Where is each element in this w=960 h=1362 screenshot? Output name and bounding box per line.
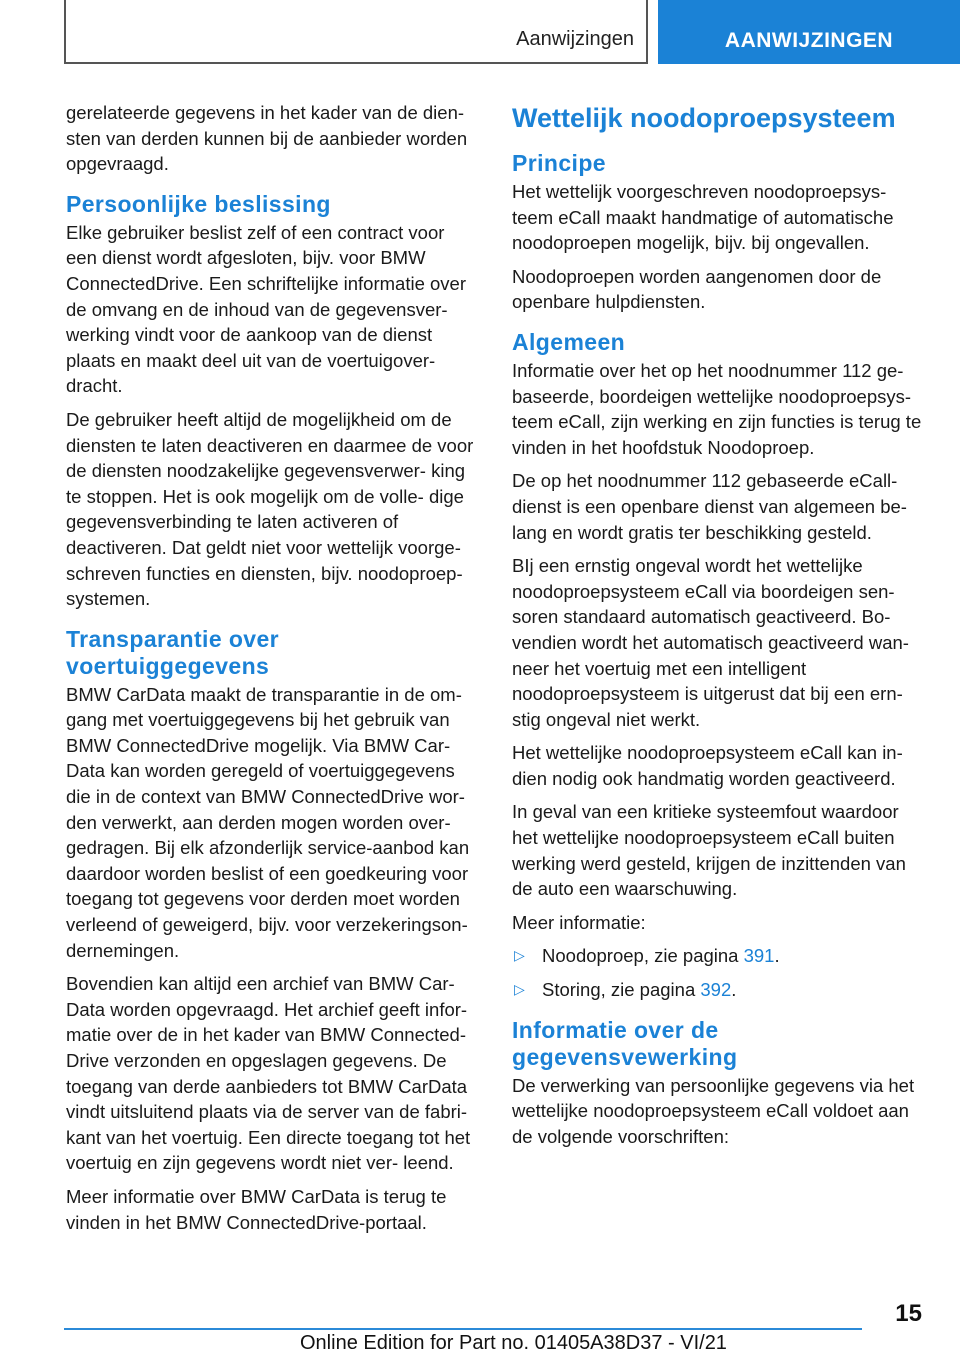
heading-wettelijk-noodoproepsysteem: Wettelijk noodoproepsysteem — [512, 103, 896, 133]
triangle-bullet-icon: ▷ — [514, 981, 525, 998]
list-item-text: Noodoproep, zie pagina 391. — [542, 945, 780, 967]
right-column — [512, 100, 926, 1157]
section-title: Aanwijzingen — [516, 28, 634, 50]
paragraph: Meer informatie: — [512, 911, 646, 933]
page-number: 15 — [895, 1300, 922, 1327]
paragraph: BIj een ernstig ongeval wordt het wettelijke noodoproepsysteem eCall via boordeigen sen- soren standaard automatisch geactiveerd. Bo- vendien wordt het automatisch geactiveerd wan- neer het voertuig met een intelligent noodoproepsysteem is uitgerust dat bij een ern- stig ongeval niet werkt. — [512, 555, 909, 730]
triangle-bullet-icon: ▷ — [514, 947, 525, 964]
chapter-tab[interactable]: AANWIJZINGEN — [658, 0, 960, 64]
paragraph: De verwerking van persoonlijke gegevens via het wettelijke noodoproepsysteem eCall voldoet aan de volgende voorschriften: — [512, 1074, 915, 1147]
page-link[interactable]: 392 — [700, 979, 732, 1001]
heading-principe: Principe — [512, 150, 606, 176]
heading-algemeen: Algemeen — [512, 328, 626, 355]
footer-divider — [64, 1328, 862, 1330]
paragraph: BMW CarData maakt de transparantie in de om- gang met voertuiggegevens bij het gebruik van BMW ConnectedDrive mogelijk. Via BMW Car- Data kan worden geregeld of voertuiggegevens die in de context van BMW ConnectedDrive wor- den verwerkt, aan derden mogen worden over- gedragen. Bij elk afzonderlijk service-aanbod kan daardoor worden beslist of een goedkeuring voor toegang tot gegevens voor derden moet worden verleend of geweigerd, bijv. voor verzekeringson- dernemingen. — [66, 683, 470, 961]
paragraph: Het wettelijk voorgeschreven noodoproepsys- teem eCall maakt handmatige of automatische noodoproepen mogelijk, bijv. bij ongevallen. — [512, 181, 894, 254]
footer-edition: Online Edition for Part no. 01405A38D37 - VI/21 — [300, 1332, 727, 1354]
paragraph: Noodoproepen worden aangenomen door de openbare hulpdiensten. — [512, 265, 882, 313]
heading-persoonlijke-beslissing: Persoonlijke beslissing — [66, 190, 331, 217]
paragraph: Elke gebruiker beslist zelf of een contract voor een dienst wordt afgesloten, bijv. voor BMW ConnectedDrive. Een schriftelijke informatie over de omvang en de inhoud van de gegevensver- werking vindt voor de aankoop van de dienst plaats en maakt deel uit van de voertuigover- dracht. — [66, 221, 466, 397]
left-column — [66, 100, 478, 1243]
heading-transparantie: Transparantie over voertuiggegevens — [66, 625, 280, 679]
paragraph: De gebruiker heeft altijd de mogelijkheid om de diensten te laten deactiveren en daarmee de voor de diensten noodzakelijke gegevensverwer- king te stoppen. Het is ook mogelijk om de volle- dige gegevensverbinding te laten activeren of deactiveren. Dat geldt niet voor wettelijk voorge- schreven functies en diensten, bijv. noodoproep- systemen. — [66, 408, 474, 610]
paragraph: Meer informatie over BMW CarData is terug te vinden in het BMW ConnectedDrive-portaal. — [66, 1185, 447, 1233]
paragraph: Informatie over het op het noodnummer 112 ge- baseerde, boordeigen wettelijke noodoproepsys- teem eCall, zijn werking en zijn functies is terug te vinden in het hoofdstuk Noodoproep. — [512, 359, 922, 458]
paragraph: In geval van een kritieke systeemfout waardoor het wettelijke noodoproepsysteem eCall buiten werking werd gesteld, krijgen de inzittenden van de auto een waarschuwing. — [512, 801, 906, 900]
list-item — [512, 977, 926, 1003]
page-link[interactable]: 391 — [743, 945, 775, 967]
paragraph: De op het noodnummer 112 gebaseerde eCall- dienst is een openbare dienst van algemeen be- lang en wordt gratis ter beschikking gesteld. — [512, 470, 907, 543]
header-box — [64, 0, 648, 64]
paragraph: Bovendien kan altijd een archief van BMW Car- Data worden opgevraagd. Het archief geeft infor- matie over de in het kader van BMW Connected- Drive verzonden en opgeslagen gegevens. De toegang van derde aanbieders tot BMW CarData vindt uitsluitend plaats via de server van de fabri- kant van het voertuig. Een directe toegang tot het voertuig en zijn gegevens wordt niet ver- leend. — [66, 973, 471, 1174]
paragraph: Het wettelijke noodoproepsysteem eCall kan in- dien nodig ook handmatig worden geactiveerd. — [512, 742, 903, 789]
paragraph: gerelateerde gegevens in het kader van de dien- sten van derden kunnen bij de aanbieder worden opgevraagd. — [66, 102, 468, 175]
list-item-text: Storing, zie pagina 392. — [542, 979, 737, 1001]
heading-informatie-gegevensverwerking: Informatie over de gegevensvewerking — [512, 1016, 738, 1070]
list-item — [512, 943, 926, 969]
